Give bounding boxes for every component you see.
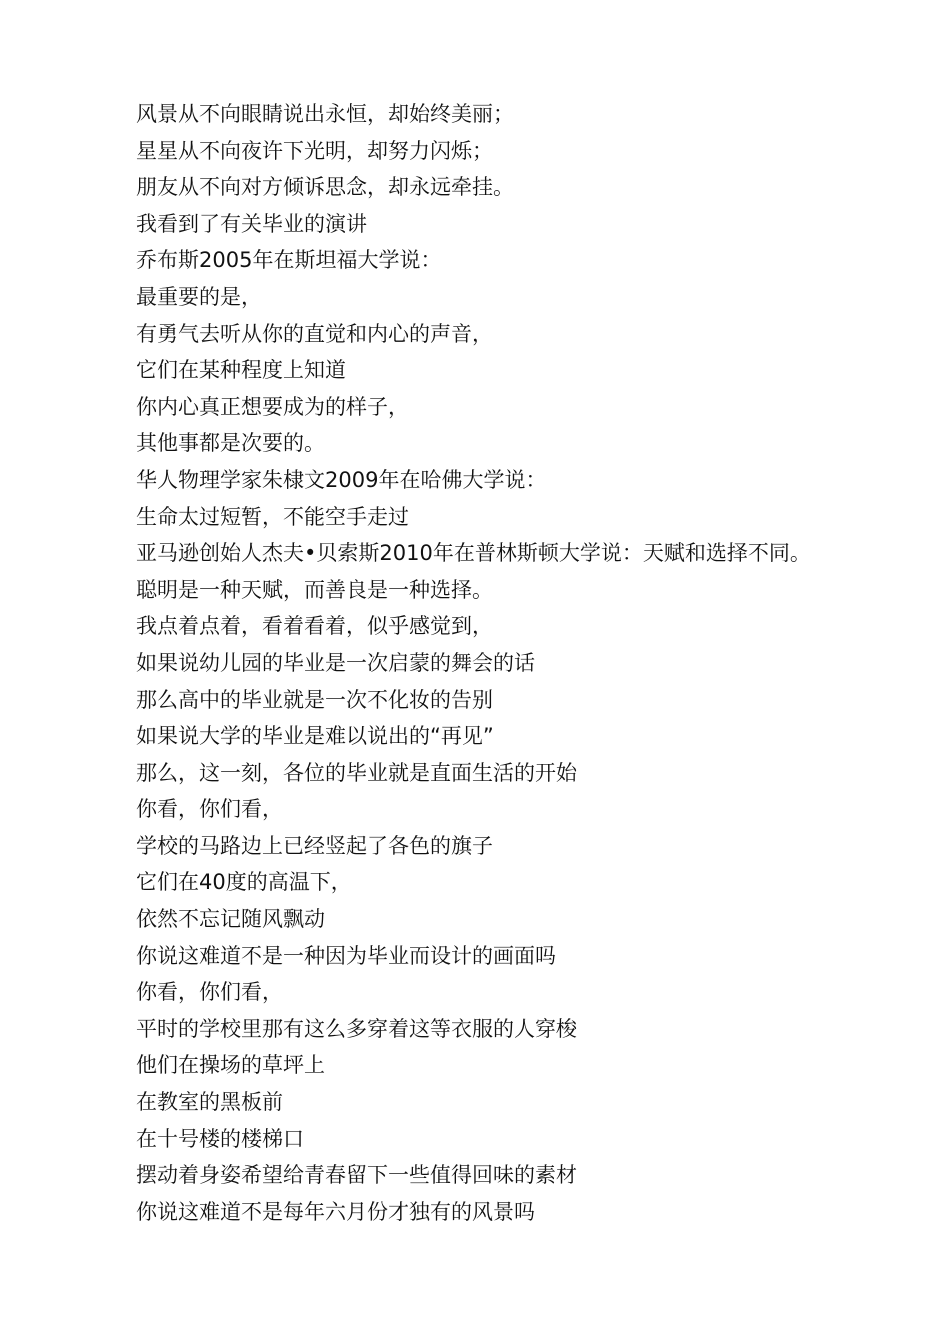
text-line: 平时的学校里那有这么多穿着这等衣服的人穿梭	[136, 1016, 577, 1041]
text-line: 在十号楼的楼梯口	[136, 1126, 304, 1151]
text-line: 朋友从不向对方倾诉思念，却永远牵挂。	[136, 175, 514, 200]
text-line: 最重要的是，	[136, 284, 262, 309]
text-line: 如果说大学的毕业是难以说出的“再见”	[136, 724, 494, 749]
text-line: 风景从不向眼睛说出永恒，却始终美丽；	[136, 102, 514, 126]
text-line: 聪明是一种天赋，而善良是一种选择。	[136, 577, 493, 602]
text-line: 你看，你们看，	[136, 980, 283, 1005]
text-line: 你看，你们看，	[136, 797, 283, 822]
text-line: 依然不忘记随风飘动	[136, 907, 325, 932]
text-line: 我点着点着，看着看着，似乎感觉到，	[136, 614, 493, 639]
text-line: 在教室的黑板前	[136, 1090, 283, 1115]
text-line: 那么高中的毕业就是一次不化妆的告别	[136, 687, 493, 712]
text-line: 有勇气去听从你的直觉和内心的声音，	[136, 321, 493, 346]
text-line: 亚马逊创始人杰夫•贝索斯2010年在普林斯顿大学说：天赋和选择不同。	[136, 541, 811, 566]
text-line: 你内心真正想要成为的样子，	[136, 394, 409, 419]
text-line: 华人物理学家朱棣文2009年在哈佛大学说：	[136, 467, 547, 492]
text-line: 其他事都是次要的。	[136, 431, 325, 456]
text-line: 乔布斯2005年在斯坦福大学说：	[136, 248, 442, 273]
speech-text	[136, 96, 936, 1230]
text-line: 他们在操场的草坪上	[136, 1053, 325, 1078]
text-line: 它们在40度的高温下，	[136, 870, 352, 895]
text-line: 你说这难道不是每年六月份才独有的风景吗	[136, 1199, 535, 1224]
text-line: 星星从不向夜许下光明，却努力闪烁；	[136, 138, 493, 163]
text-line: 我看到了有关毕业的演讲	[136, 211, 367, 236]
text-line: 那么，这一刻，各位的毕业就是直面生活的开始	[136, 760, 577, 785]
text-line: 生命太过短暂，不能空手走过	[136, 504, 409, 529]
text-line: 你说这难道不是一种因为毕业而设计的画面吗	[136, 943, 556, 968]
text-line: 它们在某种程度上知道	[136, 358, 346, 383]
text-line: 如果说幼儿园的毕业是一次启蒙的舞会的话	[136, 650, 535, 675]
text-line: 摆动着身姿希望给青春留下一些值得回味的素材	[136, 1163, 577, 1188]
text-line: 学校的马路边上已经竖起了各色的旗子	[136, 833, 493, 858]
